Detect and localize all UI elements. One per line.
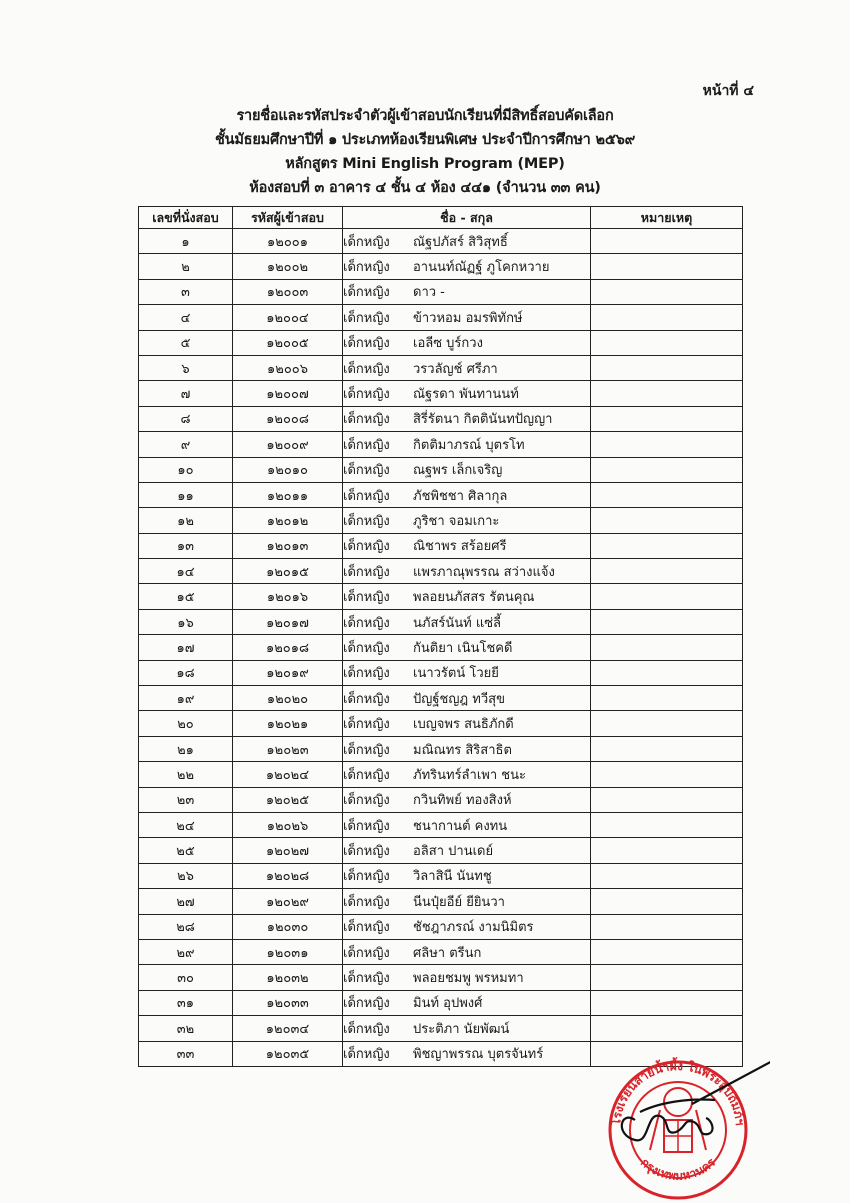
exam-code-cell: ๑๒๐๒๗ — [233, 838, 343, 863]
student-name: เบญจพร สนธิภักดี — [413, 717, 514, 733]
full-name-cell — [343, 584, 591, 609]
header-remarks: หมายเหตุ — [591, 207, 743, 229]
seat-number-cell: ๓ — [139, 279, 233, 304]
roster-table — [138, 206, 743, 1067]
table-row — [139, 711, 743, 736]
table-row — [139, 355, 743, 380]
seat-number-cell: ๓๓ — [139, 1041, 233, 1066]
student-name: ชนากานต์ คงทน — [413, 818, 508, 834]
remarks-cell — [591, 1016, 743, 1041]
student-name: พลอยชมพู พรหมทา — [413, 971, 524, 987]
full-name-cell — [343, 457, 591, 482]
name-prefix: เด็กหญิง — [343, 234, 390, 250]
student-name: ภูริชา จอมเกาะ — [413, 513, 500, 529]
table-row — [139, 584, 743, 609]
table-row — [139, 990, 743, 1015]
seat-number-cell: ๒๐ — [139, 711, 233, 736]
table-row — [139, 889, 743, 914]
seat-number-cell: ๑ — [139, 229, 233, 254]
name-prefix: เด็กหญิง — [343, 539, 390, 555]
full-name-cell — [343, 711, 591, 736]
seat-number-cell: ๒๔ — [139, 812, 233, 837]
name-prefix: เด็กหญิง — [343, 310, 390, 326]
student-name: แพรภาณุพรรณ สว่างแจ้ง — [413, 564, 555, 580]
full-name-cell — [343, 609, 591, 634]
seat-number-cell: ๑๖ — [139, 609, 233, 634]
remarks-cell — [591, 736, 743, 761]
title-line-3: หลักสูตร Mini English Program (MEP) — [285, 156, 565, 172]
seat-number-cell: ๑๓ — [139, 533, 233, 558]
table-row — [139, 863, 743, 888]
name-prefix: เด็กหญิง — [343, 844, 390, 860]
exam-code-cell: ๑๒๐๐๑ — [233, 229, 343, 254]
seat-number-cell: ๑๕ — [139, 584, 233, 609]
seat-number-cell: ๓๒ — [139, 1016, 233, 1041]
seat-number-cell: ๒๓ — [139, 787, 233, 812]
exam-code-cell: ๑๒๐๑๙ — [233, 660, 343, 685]
student-name: เนาวรัตน์ โวยยี — [413, 666, 499, 682]
full-name-cell — [343, 559, 591, 584]
exam-code-cell: ๑๒๐๑๑ — [233, 482, 343, 507]
remarks-cell — [591, 635, 743, 660]
exam-code-cell: ๑๒๐๐๕ — [233, 330, 343, 355]
remarks-cell — [591, 660, 743, 685]
header-full-name: ชื่อ - สกุล — [343, 207, 591, 229]
exam-code-cell: ๑๒๐๓๒ — [233, 965, 343, 990]
exam-code-cell: ๑๒๐๐๘ — [233, 406, 343, 431]
student-name: นภัสร์นันท์ แซ่ลี้ — [413, 615, 502, 631]
full-name-cell — [343, 381, 591, 406]
remarks-cell — [591, 609, 743, 634]
title-line-1: รายชื่อและรหัสประจำตัวผู้เข้าสอบนักเรียนที่มีสิทธิ์สอบคัดเลือก — [236, 108, 614, 124]
exam-code-cell: ๑๒๐๐๗ — [233, 381, 343, 406]
name-prefix: เด็กหญิง — [343, 285, 390, 301]
full-name-cell — [343, 279, 591, 304]
remarks-cell — [591, 711, 743, 736]
remarks-cell — [591, 889, 743, 914]
remarks-cell — [591, 965, 743, 990]
remarks-cell — [591, 482, 743, 507]
name-prefix: เด็กหญิง — [343, 1047, 390, 1063]
name-prefix: เด็กหญิง — [343, 920, 390, 936]
table-row — [139, 533, 743, 558]
remarks-cell — [591, 355, 743, 380]
exam-code-cell: ๑๒๐๒๔ — [233, 762, 343, 787]
exam-code-cell: ๑๒๐๑๐ — [233, 457, 343, 482]
name-prefix: เด็กหญิง — [343, 336, 390, 352]
remarks-cell — [591, 686, 743, 711]
svg-text:กรุงเทพมหานคร — [638, 1155, 719, 1183]
seat-number-cell: ๒๙ — [139, 939, 233, 964]
table-row — [139, 305, 743, 330]
exam-code-cell: ๑๒๐๐๓ — [233, 279, 343, 304]
student-name: ณัฐรดา พันทานนท์ — [413, 387, 519, 403]
seat-number-cell: ๑๐ — [139, 457, 233, 482]
remarks-cell — [591, 787, 743, 812]
full-name-cell — [343, 305, 591, 330]
seat-number-cell: ๖ — [139, 355, 233, 380]
seat-number-cell: ๒๕ — [139, 838, 233, 863]
full-name-cell — [343, 254, 591, 279]
student-name: กิตติมาภรณ์ บุตรโท — [413, 437, 525, 453]
exam-code-cell: ๑๒๐๒๐ — [233, 686, 343, 711]
seat-number-cell: ๗ — [139, 381, 233, 406]
full-name-cell — [343, 787, 591, 812]
remarks-cell — [591, 330, 743, 355]
table-row — [139, 330, 743, 355]
exam-code-cell: ๑๒๐๐๖ — [233, 355, 343, 380]
student-name: มณิณทร สิริสาธิต — [413, 742, 512, 758]
table-row — [139, 432, 743, 457]
seat-number-cell: ๒๒ — [139, 762, 233, 787]
table-row — [139, 508, 743, 533]
student-name: ณฐพร เล็กเจริญ — [413, 463, 503, 479]
name-prefix: เด็กหญิง — [343, 412, 390, 428]
exam-code-cell: ๑๒๐๒๙ — [233, 889, 343, 914]
remarks-cell — [591, 863, 743, 888]
name-prefix: เด็กหญิง — [343, 564, 390, 580]
student-name: อลิสา ปานเดย์ — [413, 844, 494, 860]
seat-number-cell: ๑๙ — [139, 686, 233, 711]
remarks-cell — [591, 533, 743, 558]
full-name-cell — [343, 1041, 591, 1066]
title-line-2: ชั้นมัธยมศึกษาปีที่ ๑ ประเภทห้องเรียนพิเศษ ประจำปีการศึกษา ๒๕๖๙ — [214, 132, 636, 148]
seat-number-cell: ๙ — [139, 432, 233, 457]
full-name-cell — [343, 686, 591, 711]
table-row — [139, 559, 743, 584]
seat-number-cell: ๑๗ — [139, 635, 233, 660]
student-name: ณัฐปภัสร์ สิวิสุทธิ์ — [413, 234, 508, 250]
exam-code-cell: ๑๒๐๐๔ — [233, 305, 343, 330]
full-name-cell — [343, 939, 591, 964]
exam-code-cell: ๑๒๐๓๓ — [233, 990, 343, 1015]
name-prefix: เด็กหญิง — [343, 818, 390, 834]
table-row — [139, 838, 743, 863]
student-name: วรวลัญช์ ศรีภา — [413, 361, 498, 377]
table-row — [139, 482, 743, 507]
full-name-cell — [343, 990, 591, 1015]
student-name: วิลาสินี นันทชู — [413, 869, 492, 885]
exam-code-cell: ๑๒๐๓๔ — [233, 1016, 343, 1041]
seat-number-cell: ๑๒ — [139, 508, 233, 533]
seat-number-cell: ๒ — [139, 254, 233, 279]
seat-number-cell: ๕ — [139, 330, 233, 355]
student-name: ชัชฎาภรณ์ งามนิมิตร — [413, 920, 534, 936]
full-name-cell — [343, 863, 591, 888]
name-prefix: เด็กหญิง — [343, 488, 390, 504]
full-name-cell — [343, 812, 591, 837]
table-row — [139, 254, 743, 279]
seat-number-cell: ๓๑ — [139, 990, 233, 1015]
exam-code-cell: ๑๒๐๓๕ — [233, 1041, 343, 1066]
exam-code-cell: ๑๒๐๑๘ — [233, 635, 343, 660]
remarks-cell — [591, 508, 743, 533]
title-line-4: ห้องสอบที่ ๓ อาคาร ๔ ชั้น ๔ ห้อง ๔๔๑ (จำนวน ๓๓ คน) — [249, 180, 601, 196]
name-prefix: เด็กหญิง — [343, 717, 390, 733]
name-prefix: เด็กหญิง — [343, 666, 390, 682]
name-prefix: เด็กหญิง — [343, 640, 390, 656]
remarks-cell — [591, 584, 743, 609]
table-row — [139, 457, 743, 482]
student-name: ภัชพิชชา ศิลากุล — [413, 488, 508, 504]
name-prefix: เด็กหญิง — [343, 996, 390, 1012]
student-name: กันติยา เนินโชคดี — [413, 640, 513, 656]
student-name: นีนปุ๋ยอีย์ ยียินวา — [413, 894, 505, 910]
remarks-cell — [591, 838, 743, 863]
name-prefix: เด็กหญิง — [343, 361, 390, 377]
roster-body — [139, 229, 743, 1067]
exam-code-cell: ๑๒๐๑๓ — [233, 533, 343, 558]
table-row — [139, 229, 743, 254]
exam-code-cell: ๑๒๐๓๑ — [233, 939, 343, 964]
name-prefix: เด็กหญิง — [343, 260, 390, 276]
table-row — [139, 279, 743, 304]
student-name: ณิชาพร สร้อยศรี — [413, 539, 507, 555]
name-prefix: เด็กหญิง — [343, 869, 390, 885]
remarks-cell — [591, 812, 743, 837]
seat-number-cell: ๒๘ — [139, 914, 233, 939]
name-prefix: เด็กหญิง — [343, 463, 390, 479]
exam-code-cell: ๑๒๐๐๙ — [233, 432, 343, 457]
name-prefix: เด็กหญิง — [343, 767, 390, 783]
exam-code-cell: ๑๒๐๒๖ — [233, 812, 343, 837]
remarks-cell — [591, 432, 743, 457]
document-title-block — [0, 104, 850, 200]
remarks-cell — [591, 457, 743, 482]
table-row — [139, 1016, 743, 1041]
table-row — [139, 965, 743, 990]
table-row — [139, 914, 743, 939]
seat-number-cell: ๘ — [139, 406, 233, 431]
full-name-cell — [343, 355, 591, 380]
student-name: เอลีซ บูร์กวง — [413, 336, 483, 352]
exam-code-cell: ๑๒๐๑๗ — [233, 609, 343, 634]
remarks-cell — [591, 305, 743, 330]
name-prefix: เด็กหญิง — [343, 513, 390, 529]
table-row — [139, 635, 743, 660]
remarks-cell — [591, 229, 743, 254]
remarks-cell — [591, 279, 743, 304]
exam-code-cell: ๑๒๐๓๐ — [233, 914, 343, 939]
full-name-cell — [343, 736, 591, 761]
remarks-cell — [591, 939, 743, 964]
seat-number-cell: ๑๔ — [139, 559, 233, 584]
exam-code-cell: ๑๒๐๒๑ — [233, 711, 343, 736]
remarks-cell — [591, 990, 743, 1015]
table-row — [139, 609, 743, 634]
name-prefix: เด็กหญิง — [343, 387, 390, 403]
header-seat-number: เลขที่นั่งสอบ — [139, 207, 233, 229]
exam-code-cell: ๑๒๐๒๓ — [233, 736, 343, 761]
remarks-cell — [591, 559, 743, 584]
exam-code-cell: ๑๒๐๑๖ — [233, 584, 343, 609]
table-row — [139, 762, 743, 787]
full-name-cell — [343, 889, 591, 914]
seat-number-cell: ๑๘ — [139, 660, 233, 685]
table-row — [139, 736, 743, 761]
student-name: พิชญาพรรณ บุตรจันทร์ — [413, 1047, 544, 1063]
full-name-cell — [343, 432, 591, 457]
name-prefix: เด็กหญิง — [343, 894, 390, 910]
table-row — [139, 939, 743, 964]
school-stamp — [580, 1040, 770, 1200]
seat-number-cell: ๑๑ — [139, 482, 233, 507]
full-name-cell — [343, 482, 591, 507]
full-name-cell — [343, 229, 591, 254]
remarks-cell — [591, 914, 743, 939]
remarks-cell — [591, 381, 743, 406]
table-row — [139, 660, 743, 685]
student-name: กวินทิพย์ ทองสิงห์ — [413, 793, 512, 809]
student-name: ประติภา นัยพัฒน์ — [413, 1021, 510, 1037]
seat-number-cell: ๒๖ — [139, 863, 233, 888]
full-name-cell — [343, 660, 591, 685]
student-name: พลอยนภัสสร รัตนคุณ — [413, 590, 535, 606]
student-name: ปัญฐ์ชญฎ ทวีสุข — [413, 691, 505, 707]
full-name-cell — [343, 508, 591, 533]
exam-code-cell: ๑๒๐๑๒ — [233, 508, 343, 533]
name-prefix: เด็กหญิง — [343, 590, 390, 606]
name-prefix: เด็กหญิง — [343, 742, 390, 758]
seat-number-cell: ๓๐ — [139, 965, 233, 990]
seat-number-cell: ๒๑ — [139, 736, 233, 761]
table-row — [139, 381, 743, 406]
table-row — [139, 686, 743, 711]
exam-code-cell: ๑๒๐๑๕ — [233, 559, 343, 584]
student-name: ดาว - — [413, 285, 445, 301]
name-prefix: เด็กหญิง — [343, 1021, 390, 1037]
full-name-cell — [343, 838, 591, 863]
page-number: หน้าที่ ๔ — [702, 83, 754, 99]
remarks-cell — [591, 406, 743, 431]
header-exam-code: รหัสผู้เข้าสอบ — [233, 207, 343, 229]
table-row — [139, 406, 743, 431]
full-name-cell — [343, 406, 591, 431]
name-prefix: เด็กหญิง — [343, 793, 390, 809]
exam-code-cell: ๑๒๐๐๒ — [233, 254, 343, 279]
student-name: ข้าวหอม อมรพิทักษ์ — [413, 310, 523, 326]
full-name-cell — [343, 762, 591, 787]
remarks-cell — [591, 762, 743, 787]
student-name: มินท์ อุปพงศ์ — [413, 996, 483, 1012]
seat-number-cell: ๒๗ — [139, 889, 233, 914]
name-prefix: เด็กหญิง — [343, 615, 390, 631]
student-name: สิรี่รัตนา กิตตินันทปัญญา — [413, 412, 553, 428]
full-name-cell — [343, 533, 591, 558]
table-row — [139, 787, 743, 812]
full-name-cell — [343, 914, 591, 939]
table-row — [139, 812, 743, 837]
name-prefix: เด็กหญิง — [343, 437, 390, 453]
student-name: ศลิษา ตรีนก — [413, 945, 482, 961]
full-name-cell — [343, 635, 591, 660]
stamp-bottom-text: กรุงเทพมหานคร — [637, 1155, 719, 1183]
exam-code-cell: ๑๒๐๒๕ — [233, 787, 343, 812]
seat-number-cell: ๔ — [139, 305, 233, 330]
name-prefix: เด็กหญิง — [343, 945, 390, 961]
student-name: อานนท์ณัฏฐ์ ภูโคกหวาย — [413, 260, 550, 276]
exam-code-cell: ๑๒๐๒๘ — [233, 863, 343, 888]
name-prefix: เด็กหญิง — [343, 971, 390, 987]
student-name: ภัทรินทร์ลำเพา ชนะ — [413, 767, 526, 783]
full-name-cell — [343, 330, 591, 355]
table-header-row — [139, 207, 743, 229]
name-prefix: เด็กหญิง — [343, 691, 390, 707]
full-name-cell — [343, 965, 591, 990]
stamp-top-text: โรงเรียนสายน้ำผึ้ง ในพระอุปถัมภ์ฯ — [609, 1058, 748, 1127]
remarks-cell — [591, 254, 743, 279]
full-name-cell — [343, 1016, 591, 1041]
